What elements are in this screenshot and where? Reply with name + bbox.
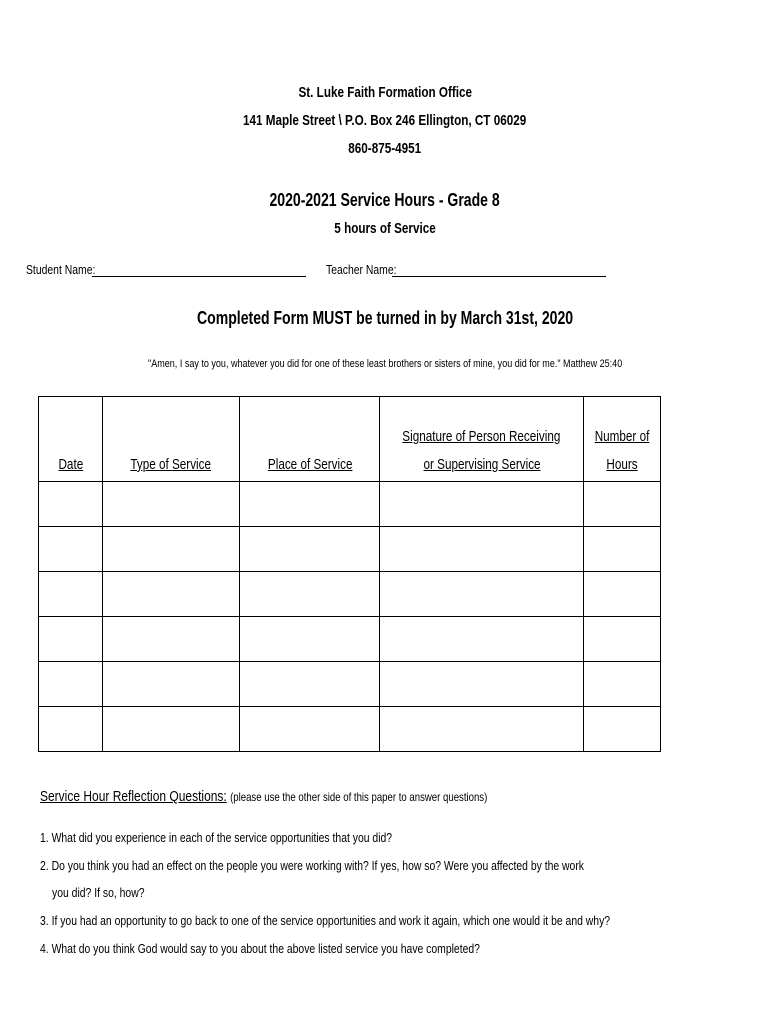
- table-row: [39, 572, 661, 617]
- form-subtitle: 5 hours of Service: [334, 220, 436, 237]
- signature-cell[interactable]: [380, 482, 584, 527]
- reflection-question-1: 1. What did you experience in each of the service opportunities that you did?: [40, 830, 393, 845]
- reflection-note: (please use the other side of this paper to answer questions): [230, 790, 488, 804]
- column-header-place-of-service: Place of Service: [240, 397, 380, 482]
- reflection-question-2: 2. Do you think you had an effect on the people you were working with? If yes, how so? Were you affected by the work: [40, 858, 585, 873]
- service-hours-table: [38, 396, 661, 752]
- column-header-date: Date: [39, 397, 103, 482]
- place-cell[interactable]: [240, 527, 380, 572]
- student-name-field[interactable]: [92, 260, 306, 277]
- type-cell[interactable]: [102, 482, 240, 527]
- teacher-name-row: [326, 260, 606, 277]
- student-name-row: [26, 260, 306, 277]
- deadline-notice: Completed Form MUST be turned in by March 31st, 2020: [196, 308, 574, 328]
- hours-cell[interactable]: [583, 617, 660, 662]
- office-name: St. Luke Faith Formation Office: [298, 84, 472, 101]
- reflection-question-3: 3. If you had an opportunity to go back to one of the service opportunities and work it again, which one would it be and why?: [40, 913, 611, 928]
- hours-cell[interactable]: [583, 572, 660, 617]
- signature-cell[interactable]: [380, 707, 584, 752]
- column-header-number-of-hours: Number of Hours: [583, 397, 660, 482]
- place-cell[interactable]: [240, 617, 380, 662]
- scripture-quote: "Amen, I say to you, whatever you did for one of these least brothers or sisters of mine, you did for me." Matthew 25:40: [147, 358, 623, 370]
- hours-cell[interactable]: [583, 662, 660, 707]
- place-cell[interactable]: [240, 662, 380, 707]
- form-title: 2020-2021 Service Hours - Grade 8: [269, 190, 501, 210]
- office-address: 141 Maple Street \ P.O. Box 246 Ellington, CT 06029: [243, 112, 527, 129]
- signature-cell[interactable]: [380, 527, 584, 572]
- table-row: [39, 707, 661, 752]
- signature-cell[interactable]: [380, 572, 584, 617]
- date-cell[interactable]: [39, 617, 103, 662]
- teacher-name-label: Teacher Name:: [326, 262, 397, 277]
- reflection-heading: Service Hour Reflection Questions:: [40, 788, 227, 805]
- hours-cell[interactable]: [583, 527, 660, 572]
- date-cell[interactable]: [39, 572, 103, 617]
- hours-cell[interactable]: [583, 707, 660, 752]
- type-cell[interactable]: [102, 617, 240, 662]
- table-header-row: [39, 397, 661, 482]
- reflection-question-2-continued: you did? If so, how?: [52, 885, 145, 900]
- signature-cell[interactable]: [380, 617, 584, 662]
- hours-cell[interactable]: [583, 482, 660, 527]
- type-cell[interactable]: [102, 572, 240, 617]
- column-header-type-of-service: Type of Service: [102, 397, 240, 482]
- date-cell[interactable]: [39, 482, 103, 527]
- table-row: [39, 482, 661, 527]
- type-cell[interactable]: [102, 707, 240, 752]
- signature-cell[interactable]: [380, 662, 584, 707]
- reflection-heading-row: [40, 788, 599, 805]
- place-cell[interactable]: [240, 572, 380, 617]
- type-cell[interactable]: [102, 662, 240, 707]
- student-name-label: Student Name:: [26, 262, 96, 277]
- office-phone: 860-875-4951: [348, 140, 422, 157]
- table-row: [39, 617, 661, 662]
- table-row: [39, 527, 661, 572]
- place-cell[interactable]: [240, 707, 380, 752]
- reflection-question-4: 4. What do you think God would say to you about the above listed service you have completed?: [40, 941, 480, 956]
- place-cell[interactable]: [240, 482, 380, 527]
- date-cell[interactable]: [39, 662, 103, 707]
- date-cell[interactable]: [39, 707, 103, 752]
- teacher-name-field[interactable]: [392, 260, 606, 277]
- column-header-signature: Signature of Person Receiving or Supervising Service: [380, 397, 584, 482]
- type-cell[interactable]: [102, 527, 240, 572]
- date-cell[interactable]: [39, 527, 103, 572]
- table-row: [39, 662, 661, 707]
